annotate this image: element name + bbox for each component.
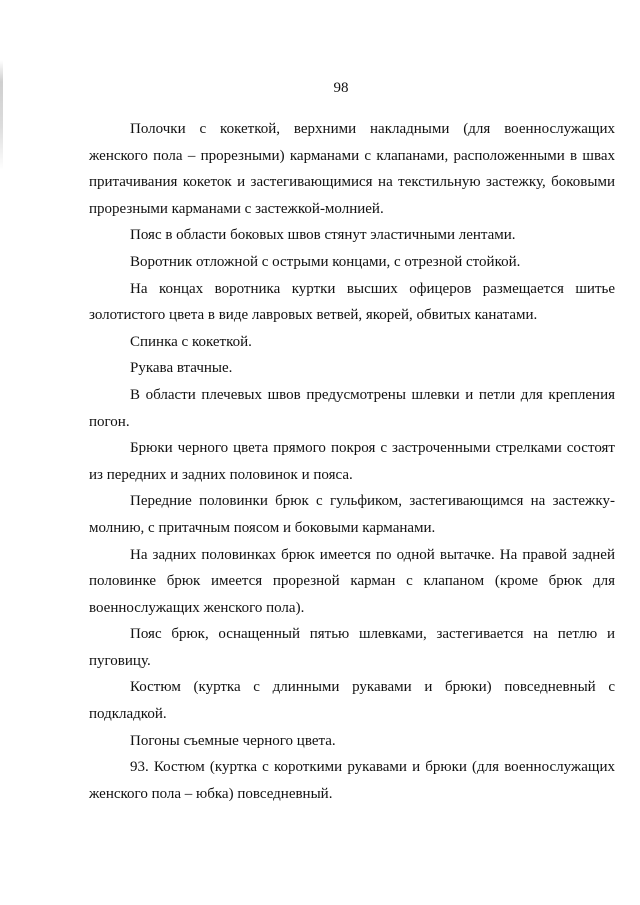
paragraph: На задних половинках брюк имеется по одной вытачке. На правой задней половинке брюк имеется прорезной карман с клапаном (кроме брюк для военнослужащих женского пола). — [89, 546, 615, 616]
paragraph: Костюм (куртка с длинными рукавами и брюки) повседневный с подкладкой. — [89, 679, 615, 723]
paragraph: Пояс в области боковых швов стянут эластичными лентами. — [130, 227, 516, 244]
paragraph: 93. Костюм (куртка с короткими рукавами и брюки (для военнослужащих женского пола – юбка) повседневный. — [89, 759, 615, 802]
paragraph: Воротник отложной с острыми концами, с отрезной стойкой. — [130, 253, 521, 270]
page-number: 98 — [333, 80, 349, 96]
paragraph: Пояс брюк, оснащенный пятью шлевками, застегивается на петлю и пуговицу. — [89, 626, 615, 669]
paragraph: Погоны съемные черного цвета. — [130, 732, 336, 749]
paragraph: Полочки с кокеткой, верхними накладными (для военнослужащих женского пола – прорезными) карманами с клапанами, расположенными в швах притачивания кокеток и застегивающимися на текстильную застежку, боковыми прорезными карманами с застежкой-молнией. — [89, 121, 615, 217]
paragraph: На концах воротника куртки высших офицеров размещается шитье золотистого цвета в виде лавровых ветвей, якорей, обвитых канатами. — [89, 280, 615, 324]
paragraph: Спинка с кокеткой. — [130, 333, 252, 350]
paragraph: В области плечевых швов предусмотрены шлевки и петли для крепления погон. — [89, 386, 615, 430]
scan-edge-mark — [0, 60, 3, 170]
paragraph: Передние половинки брюк с гульфиком, застегивающимся на застежку-молнию, с притачным поясом и боковыми карманами. — [89, 493, 615, 536]
paragraph: Брюки черного цвета прямого покроя с застроченными стрелками состоят из передних и задних половинок и пояса. — [89, 440, 615, 483]
document-body — [89, 116, 615, 807]
paragraph: Рукава втачные. — [130, 360, 233, 377]
